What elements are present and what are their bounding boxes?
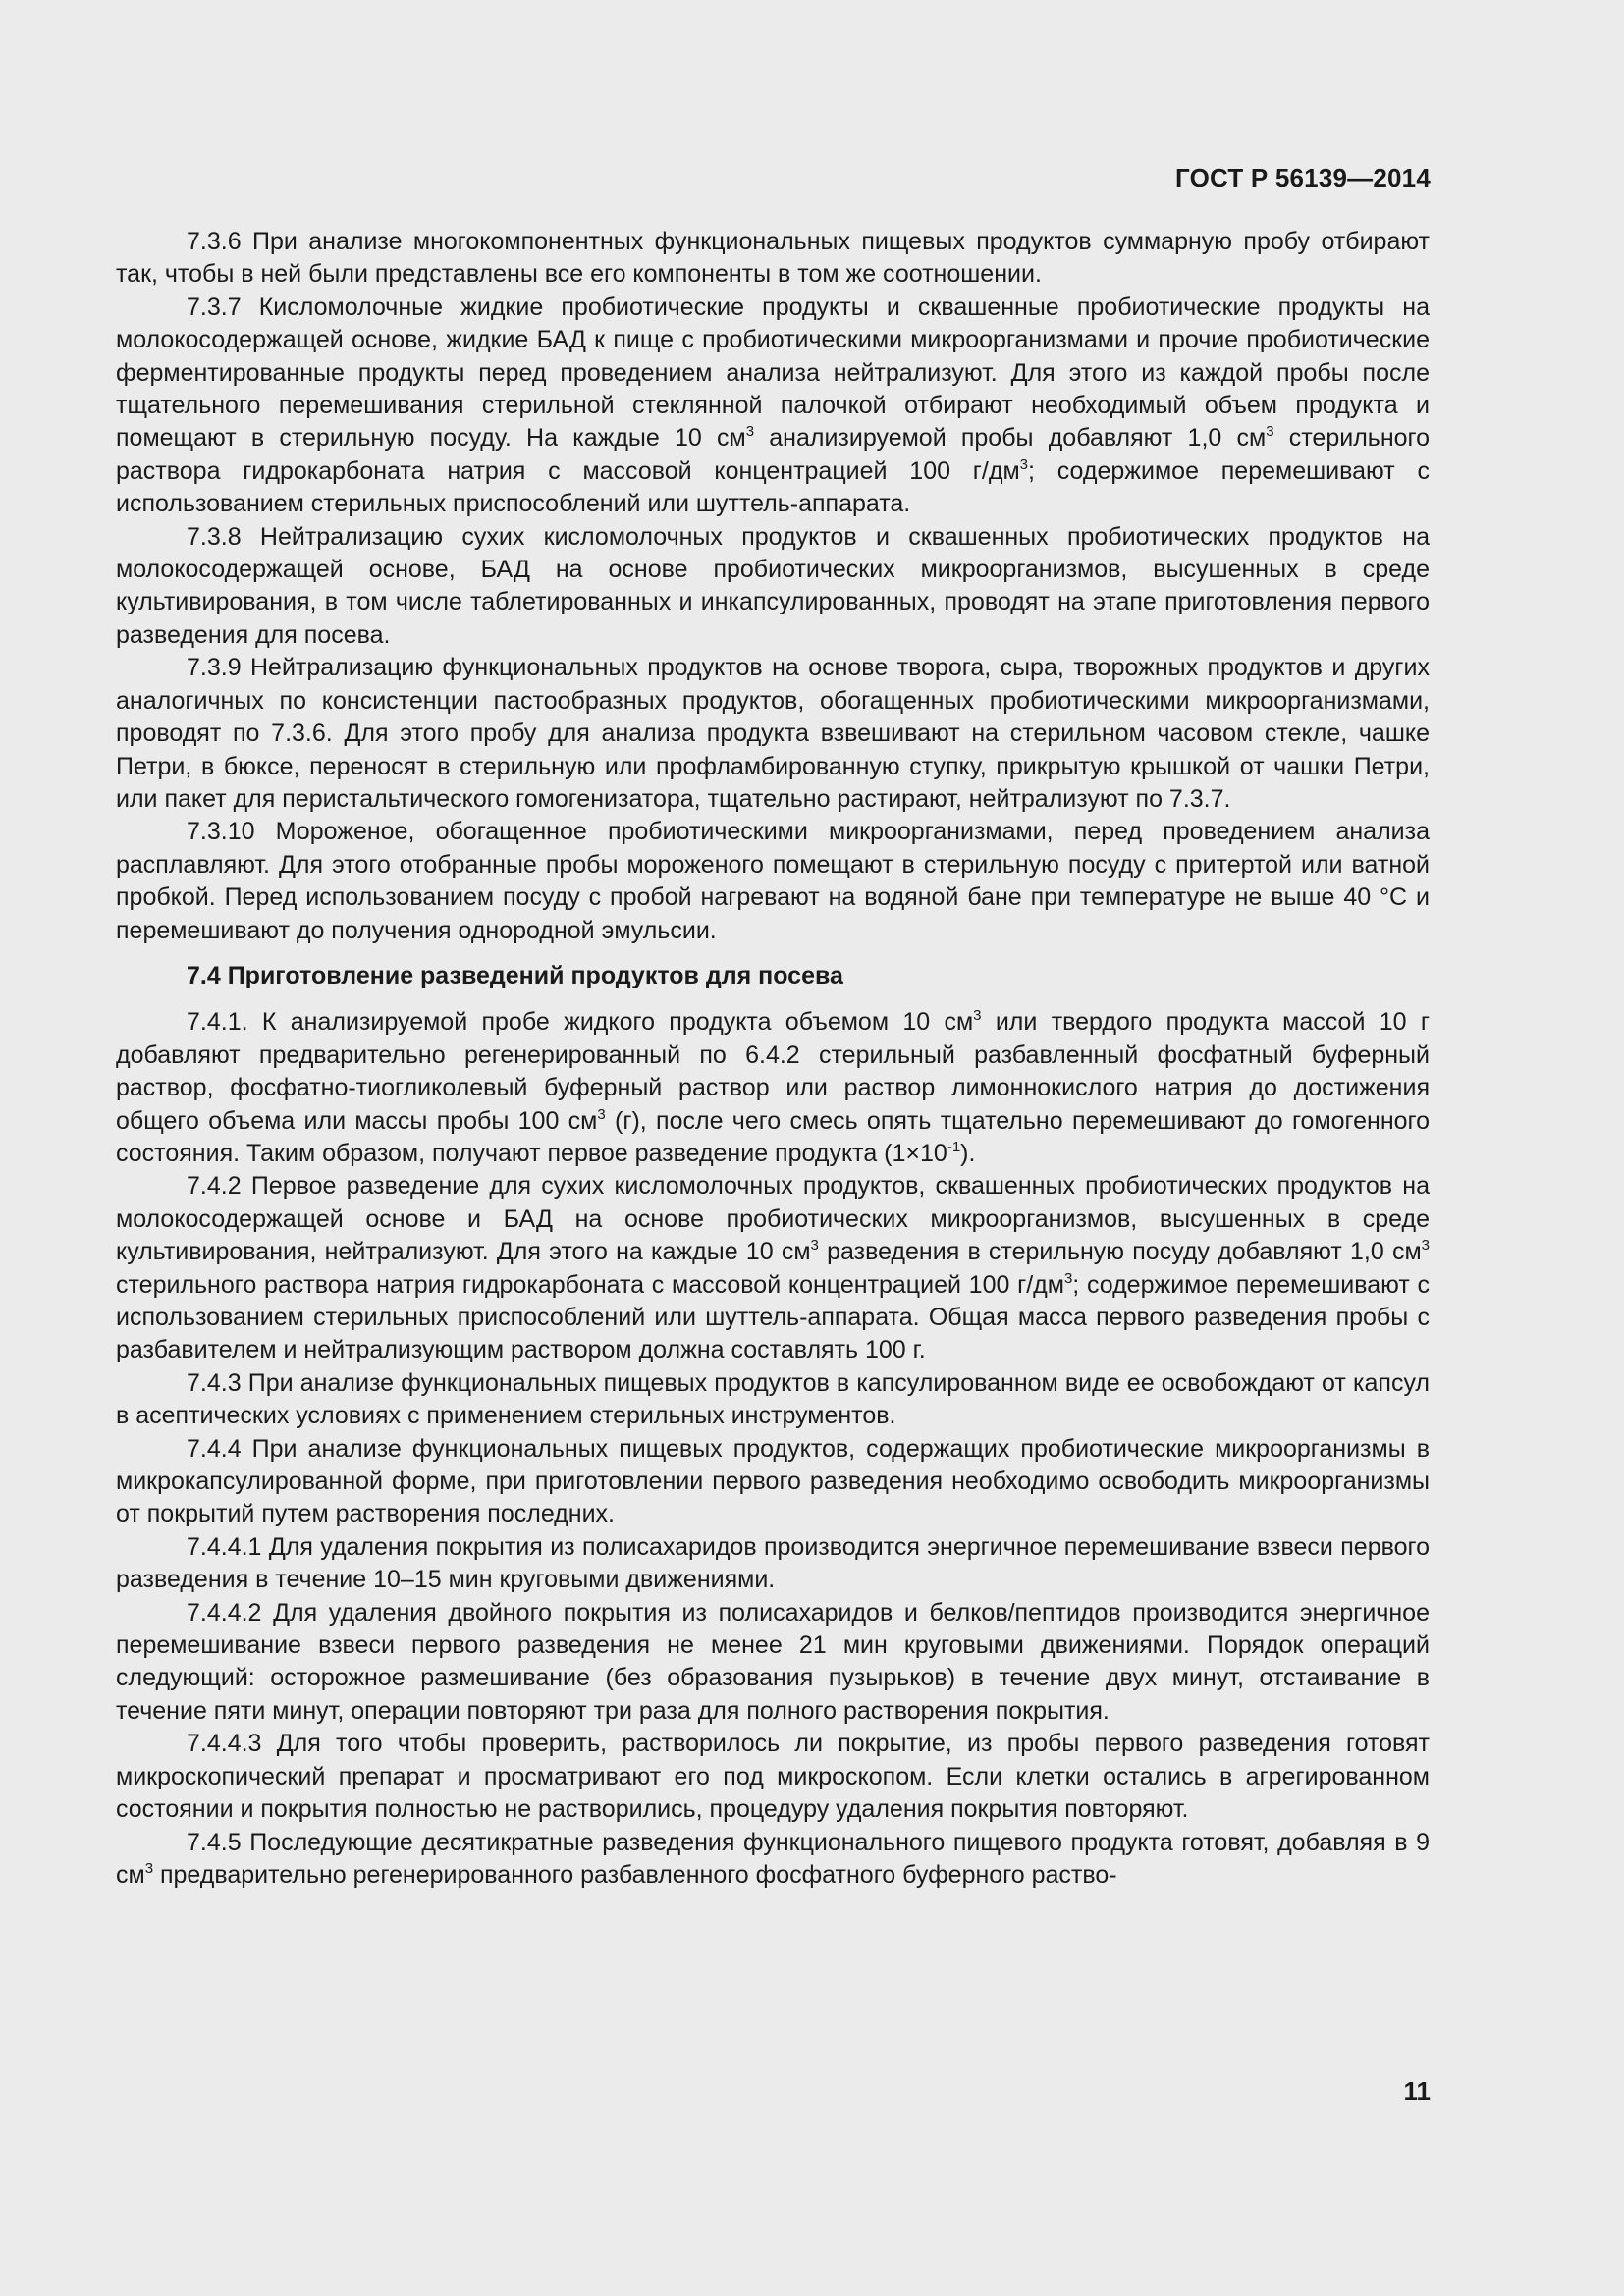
paragraph-7-3-8: 7.3.8 Нейтрализацию сухих кисломолочных продуктов и сквашенных пробиотических продуктов на молокосодержащей основе, БАД на основе пробиотических микроорганизмов, высушенных в среде культивирования, в том числе таблетированных и инкапсулированных, проводят на этапе приготовления первого разведения для посева.	[116, 522, 1430, 649]
page-number: 11	[1403, 2076, 1431, 2106]
paragraph-7-4-4-1: 7.4.4.1 Для удаления покрытия из полисахаридов производится энергичное перемешивание взвеси первого разведения в течение 10–15 мин круговыми движениями.	[116, 1532, 1430, 1594]
paragraph-7-4-2: 7.4.2 Первое разведение для сухих кисломолочных продуктов, сквашенных пробиотических продуктов на молокосодержащей основе и БАД на основе пробиотических микроорганизмов, высушенных в среде культивирования, нейтрализуют. Для этого на каждые 10 $см^3$ разведения в стерильную посуду добавляют 1,0 $см^3$ стерильного раствора натрия гидрокарбоната с массовой концентрацией 100 $г/дм^3$; содержимое перемешивают с использованием стерильных приспособлений или шуттель-аппарата. Общая масса первого разведения пробы с разбавителем и нейтрализующим раствором должна составлять 100 г.	[116, 1172, 1430, 1364]
paragraph-7-3-9: 7.3.9 Нейтрализацию функциональных продуктов на основе творога, сыра, творожных продуктов и других аналогичных по консистенции пастообразных продуктов, обогащенных пробиотическими микроорганизмами, проводят по 7.3.6. Для этого пробу для анализа продукта взвешивают на стерильном часовом стекле, чашке Петри, в бюксе, переносят в стерильную или профламбированную ступку, прикрытую крышкой от чашки Петри, или пакет для перистальтического гомогенизатора, тщательно растирают, нейтрализуют по 7.3.7.	[116, 654, 1430, 813]
document-body	[116, 226, 1430, 1892]
section-heading-7-4: 7.4 Приготовление разведений продуктов для посева	[187, 961, 843, 989]
paragraph-7-3-7: 7.3.7 Кисломолочные жидкие пробиотические продукты и сквашенные пробиотические продукты на молокосодержащей основе, жидкие БАД к пище с пробиотическими микроорганизмами и прочие пробиотические ферментированные продукты перед проведением анализа нейтрализуют. Для этого из каждой пробы после тщательного перемешивания стерильной стеклянной палочкой отбирают необходимый объем продукта и помещают в стерильную посуду. На каждые 10 $см^3$ анализируемой пробы добавляют 1,0 $см^3$ стерильного раствора гидрокарбоната натрия с массовой концентрацией 100 $г/дм^3$; содержимое перемешивают с использованием стерильных приспособлений или шуттель-аппарата.	[116, 293, 1430, 518]
paragraph-7-4-1: 7.4.1. К анализируемой пробе жидкого продукта объемом 10 $см^3$ или твердого продукта массой 10 г добавляют предварительно регенерированный по 6.4.2 стерильный разбавленный фосфатный буферный раствор, фосфатно-тиогликолевый буферный раствор или раствор лимоннокислого натрия до достижения общего объема или массы пробы 100 $см^3$ (г), после чего смесь опять тщательно перемешивают до гомогенного состояния. Таким образом, получают первое разведение продукта $(1\times 10^{-1})$.	[116, 1007, 1430, 1167]
paragraph-7-4-4-3: 7.4.4.3 Для того чтобы проверить, растворилось ли покрытие, из пробы первого разведения готовят микроскопический препарат и просматривают его под микроскопом. Если клетки остались в агрегированном состоянии и покрытия полностью не растворились, процедуру удаления покрытия повторяют.	[116, 1730, 1430, 1824]
paragraph-7-4-4-2: 7.4.4.2 Для удаления двойного покрытия из полисахаридов и белков/пептидов производится энергичное перемешивание взвеси первого разведения не менее 21 мин круговыми движениями. Порядок операций следующий: осторожное размешивание (без образования пузырьков) в течение двух минут, отстаивание в течение пяти минут, операции повторяют три раза для полного растворения покрытия.	[116, 1598, 1430, 1725]
paragraph-7-3-10: 7.3.10 Мороженое, обогащенное пробиотическими микроорганизмами, перед проведением анализа расплавляют. Для этого отобранные пробы мороженого помещают в стерильную посуду с притертой или ватной пробкой. Перед использованием посуду с пробой нагревают на водяной бане при температуре не выше 40 °С и перемешивают до получения однородной эмульсии.	[116, 818, 1430, 944]
document-header: ГОСТ Р 56139—2014	[1175, 163, 1431, 192]
paragraph-7-4-3: 7.4.3 При анализе функциональных пищевых продуктов в капсулированном виде ее освобождают от капсул в асептических условиях с применением стерильных инструментов.	[116, 1368, 1430, 1430]
paragraph-7-4-5: 7.4.5 Последующие десятикратные разведения функционального пищевого продукта готовят, добавляя в 9 $см^3$ предварительно регенерированного разбавленного фосфатного буферного раство-	[116, 1828, 1430, 1889]
paragraph-7-4-4: 7.4.4 При анализе функциональных пищевых продуктов, содержащих пробиотические микроорганизмы в микрокапсулированной форме, при приготовлении первого разведения необходимо освободить микроорганизмы от покрытий путем растворения последних.	[116, 1434, 1430, 1528]
paragraph-7-3-6: 7.3.6 При анализе многокомпонентных функциональных пищевых продуктов суммарную пробу отбирают так, чтобы в ней были представлены все его компоненты в том же соотношении.	[116, 228, 1430, 289]
